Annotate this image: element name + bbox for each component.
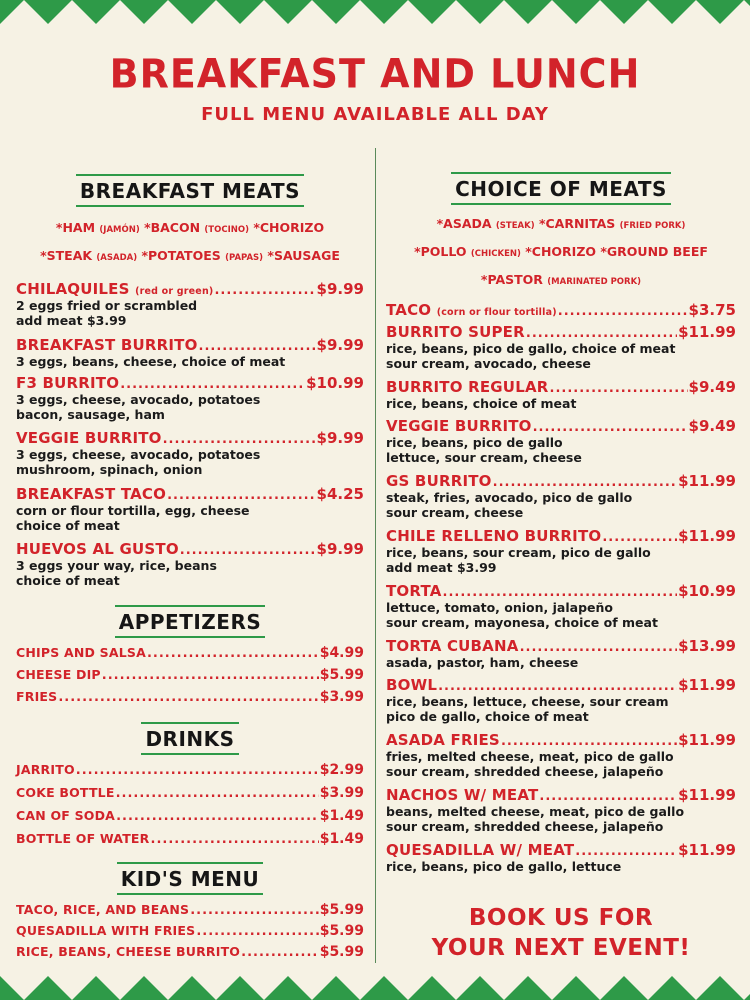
meat-tag: *HAM (JAMÓN) (55, 220, 140, 235)
zigzag-triangle (216, 976, 264, 1000)
menu-item: BREAKFAST BURRITO ..... $9.99 3 eggs, beans, cheese, choice of meat (16, 336, 364, 369)
meat-tag: *POLLO (CHICKEN) (414, 244, 521, 259)
menu-item: VEGGIE BURRITO ..... $9.49 rice, beans, pico de gallo lettuce, sour cream, cheese (386, 417, 736, 465)
choice-meats-row-1 (386, 216, 736, 231)
choice-of-meats-heading: CHOICE OF MEATS (386, 172, 736, 205)
menu-item: TACO, RICE, AND BEANS ..... $5.99 (16, 902, 364, 918)
zigzag-triangle (312, 976, 360, 1000)
appetizers-heading: APPETIZERS (16, 605, 364, 638)
zigzag-triangle (360, 0, 408, 24)
zigzag-triangle (696, 0, 744, 24)
menu-item: CHILE RELLENO BURRITO ..... $11.99 rice, beans, sour cream, pico de gallo add meat $3.99 (386, 527, 736, 575)
zigzag-triangle (24, 976, 72, 1000)
menu-item: CHILAQUILES (red or green) ..... $9.99 2 eggs fried or scrambled add meat $3.99 (16, 280, 364, 328)
zigzag-triangle (552, 0, 600, 24)
book-us-banner: BOOK US FOR YOUR NEXT EVENT! (431, 905, 691, 961)
menu-item: GS BURRITO ..... $11.99 steak, fries, avocado, pico de gallo sour cream, cheese (386, 472, 736, 520)
zigzag-triangle (648, 0, 696, 24)
kids-menu-heading: KID'S MENU (16, 862, 364, 895)
menu-item: TORTA CUBANA ..... $13.99 asada, pastor, ham, cheese (386, 637, 736, 670)
page-subtitle: FULL MENU AVAILABLE ALL DAY (201, 104, 549, 125)
zigzag-triangle (216, 0, 264, 24)
menu-item: RICE, BEANS, CHEESE BURRITO ..... $5.99 (16, 944, 364, 960)
meat-tag: *ASADA (STEAK) (436, 216, 535, 231)
zigzag-triangle (408, 0, 456, 24)
meat-tag: *POTATOES (PAPAS) (141, 248, 264, 263)
zigzag-triangle (600, 976, 648, 1000)
breakfast-meats-row-1 (16, 220, 364, 235)
menu-item: BOWL ..... $11.99 rice, beans, lettuce, cheese, sour cream pico de gallo, choice of meat (386, 676, 736, 724)
zigzag-triangle (168, 0, 216, 24)
zigzag-triangle (408, 976, 456, 1000)
bottom-zigzag-border (0, 974, 750, 1000)
menu-item: FRIES ..... $3.99 (16, 689, 364, 705)
zigzag-triangle (600, 0, 648, 24)
menu-item: CHIPS AND SALSA ..... $4.99 (16, 645, 364, 661)
meat-tag: *BACON (TOCINO) (144, 220, 249, 235)
top-zigzag-border (0, 0, 750, 26)
menu-item: QUESADILLA WITH FRIES ..... $5.99 (16, 923, 364, 939)
menu-item: TORTA ..... $10.99 lettuce, tomato, onion, jalapeño sour cream, mayonesa, choice of meat (386, 582, 736, 630)
menu-item: CAN OF SODA ..... $1.49 (16, 808, 364, 824)
menu-item: ASADA FRIES ..... $11.99 fries, melted cheese, meat, pico de gallo sour cream, shredded cheese, jalapeño (386, 731, 736, 779)
meat-tag: *CHORIZO (253, 220, 325, 235)
meat-tag: *STEAK (ASADA) (40, 248, 138, 263)
column-divider (375, 148, 376, 963)
zigzag-triangle (456, 976, 504, 1000)
menu-item: QUESADILLA W/ MEAT ..... $11.99 rice, beans, pico de gallo, lettuce (386, 841, 736, 874)
menu-item: F3 BURRITO ..... $10.99 3 eggs, cheese, avocado, potatoes bacon, sausage, ham (16, 374, 364, 422)
breakfast-meats-row-2 (16, 248, 364, 263)
meat-tag: *CARNITAS (FRIED PORK) (538, 216, 686, 231)
meat-tag: *SAUSAGE (267, 248, 340, 263)
zigzag-triangle (72, 0, 120, 24)
breakfast-meats-heading: BREAKFAST MEATS (16, 174, 364, 207)
zigzag-triangle (552, 976, 600, 1000)
menu-item: CHEESE DIP ..... $5.99 (16, 667, 364, 683)
zigzag-triangle (744, 976, 750, 1000)
zigzag-triangle (744, 0, 750, 24)
menu-item: NACHOS W/ MEAT ..... $11.99 beans, melted cheese, meat, pico de gallo sour cream, shredded cheese, jalapeño (386, 786, 736, 834)
menu-item: BOTTLE OF WATER ..... $1.49 (16, 831, 364, 847)
choice-meats-row-2 (386, 244, 736, 259)
zigzag-triangle (264, 976, 312, 1000)
page-title: BREAKFAST AND LUNCH (109, 50, 641, 98)
meat-tag: *GROUND BEEF (600, 244, 708, 259)
menu-item: BURRITO SUPER ..... $11.99 rice, beans, pico de gallo, choice of meat sour cream, avocado, cheese (386, 323, 736, 371)
zigzag-triangle (24, 0, 72, 24)
meat-tag: *PASTOR (MARINATED PORK) (480, 272, 642, 287)
menu-item: VEGGIE BURRITO ..... $9.99 3 eggs, cheese, avocado, potatoes mushroom, spinach, onion (16, 429, 364, 477)
meat-tag: *CHORIZO (525, 244, 597, 259)
zigzag-triangle (0, 976, 24, 1000)
zigzag-triangle (264, 0, 312, 24)
menu-item: HUEVOS AL GUSTO ..... $9.99 3 eggs your way, rice, beans choice of meat (16, 540, 364, 588)
zigzag-triangle (120, 976, 168, 1000)
zigzag-triangle (504, 976, 552, 1000)
zigzag-triangle (0, 0, 24, 24)
menu-item: COKE BOTTLE ..... $3.99 (16, 785, 364, 801)
zigzag-triangle (120, 0, 168, 24)
zigzag-triangle (504, 0, 552, 24)
menu-item: TACO (corn or flour tortilla) ..... $3.75 (386, 301, 736, 319)
zigzag-triangle (312, 0, 360, 24)
zigzag-triangle (168, 976, 216, 1000)
zigzag-triangle (72, 976, 120, 1000)
menu-item: BREAKFAST TACO ..... $4.25 corn or flour tortilla, egg, cheese choice of meat (16, 485, 364, 533)
choice-meats-row-3 (386, 272, 736, 287)
zigzag-triangle (456, 0, 504, 24)
menu-item: JARRITO ..... $2.99 (16, 762, 364, 778)
zigzag-triangle (648, 976, 696, 1000)
menu-item: BURRITO REGULAR ..... $9.49 rice, beans, choice of meat (386, 378, 736, 411)
zigzag-triangle (696, 976, 744, 1000)
zigzag-triangle (360, 976, 408, 1000)
drinks-heading: DRINKS (16, 722, 364, 755)
